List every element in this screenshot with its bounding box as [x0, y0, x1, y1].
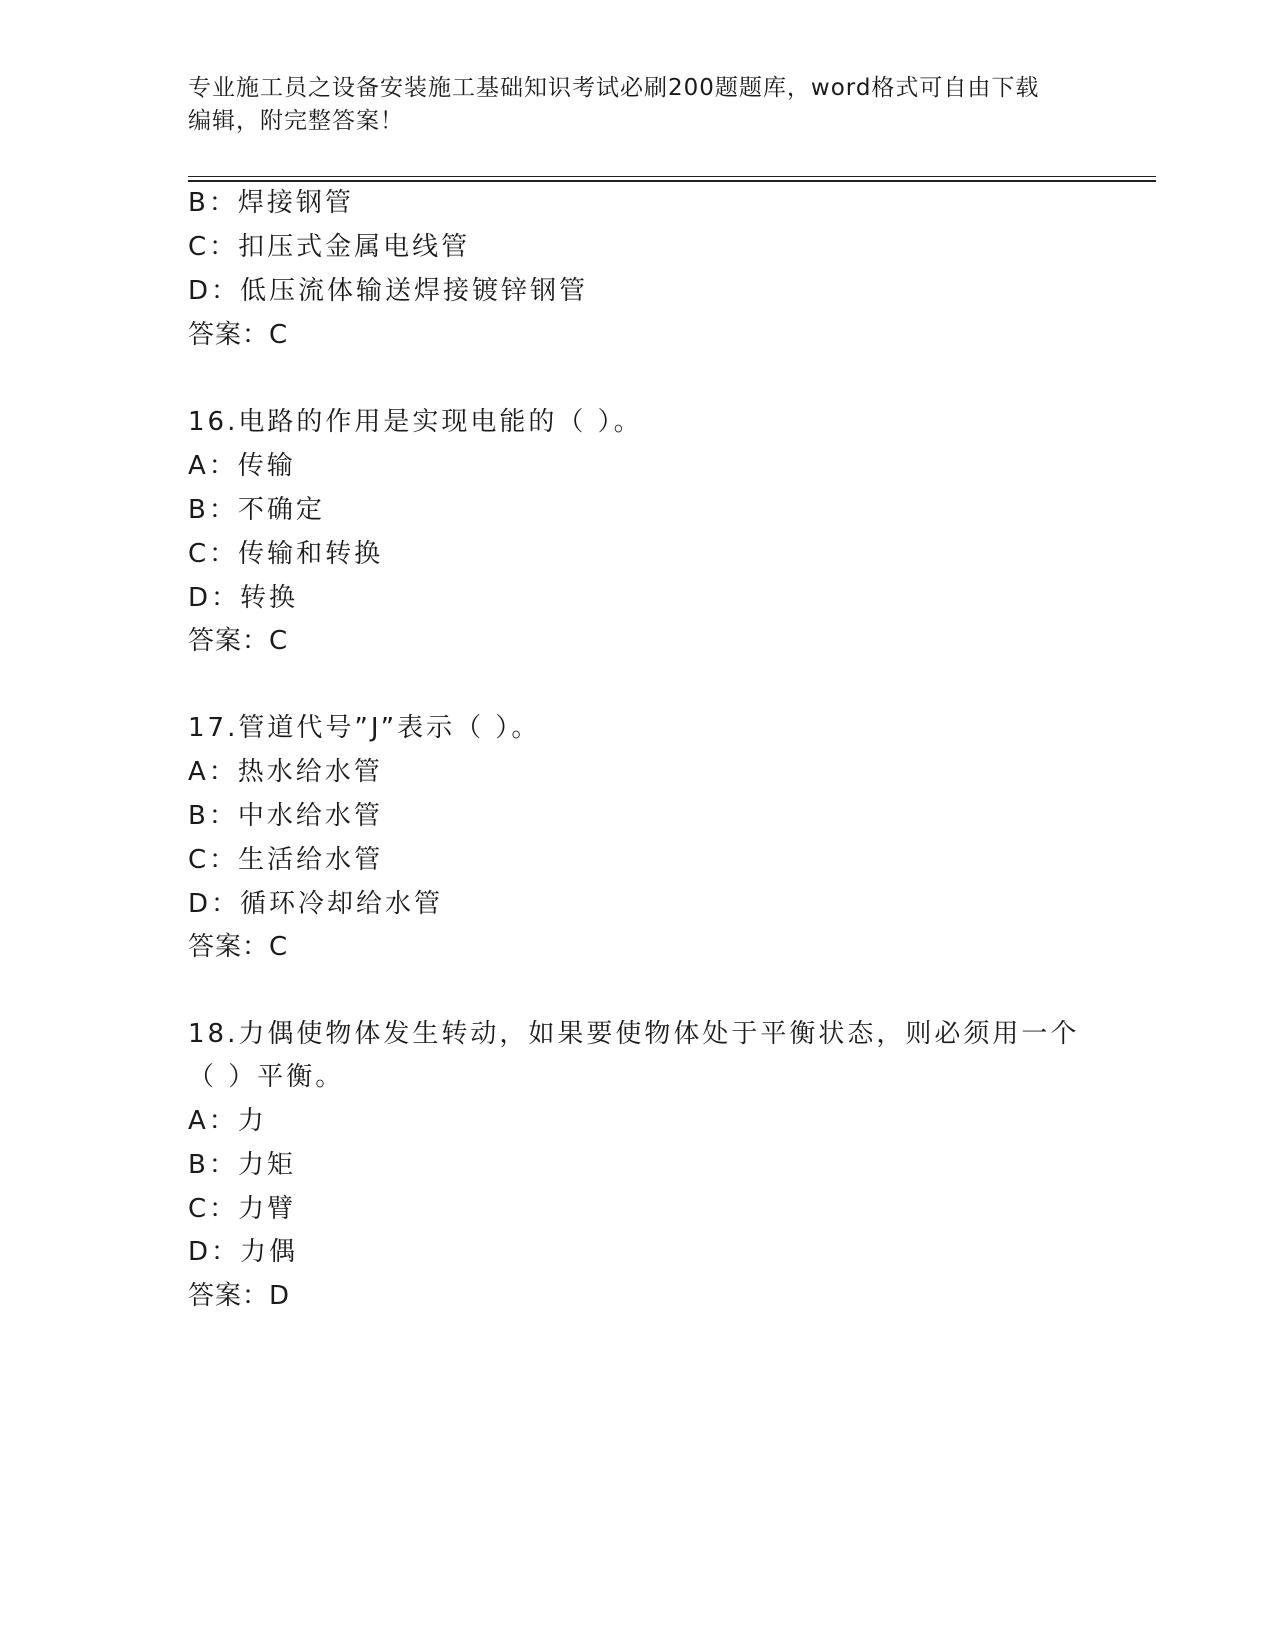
- q15-option-d: D：低压流体输送焊接镀锌钢管: [188, 276, 589, 306]
- q18-question-line-1: 18.力偶使物体发生转动，如果要使物体处于平衡状态，则必须用一个: [188, 1019, 1080, 1049]
- q18-option-c: C：力臂: [188, 1194, 297, 1224]
- q18-option-b: B：力矩: [188, 1150, 296, 1180]
- q18-option-d: D：力偶: [188, 1237, 299, 1267]
- q17-option-a: A：热水给水管: [188, 757, 383, 787]
- q16-question: 16.电路的作用是实现电能的（ ）。: [188, 407, 643, 437]
- q16-option-c: C：传输和转换: [188, 539, 384, 569]
- q16-option-b: B：不确定: [188, 495, 325, 525]
- header-divider-thin: [188, 176, 1156, 177]
- q16-answer: 答案：C: [188, 626, 289, 656]
- header-divider-thick: [188, 180, 1156, 182]
- header-title-line-1: 专业施工员之设备安装施工基础知识考试必刷200题题库，word格式可自由下载: [188, 75, 1040, 101]
- q17-option-d: D：循环冷却给水管: [188, 889, 444, 919]
- q15-option-b: B：焊接钢管: [188, 188, 354, 218]
- q18-question-line-2: （ ）平衡。: [188, 1062, 345, 1092]
- document-header: [188, 72, 1088, 138]
- q18-answer: 答案：D: [188, 1281, 291, 1311]
- q17-answer: 答案：C: [188, 932, 289, 962]
- q17-option-c: C：生活给水管: [188, 845, 384, 875]
- q17-question: 17.管道代号”J”表示（ ）。: [188, 713, 541, 743]
- q15-option-c: C：扣压式金属电线管: [188, 232, 471, 262]
- q15-answer: 答案：C: [188, 320, 289, 350]
- q16-option-a: A：传输: [188, 451, 296, 481]
- q16-option-d: D：转换: [188, 583, 299, 613]
- q18-option-a: A：力: [188, 1106, 267, 1136]
- header-title-line-2: 编辑，附完整答案！: [188, 108, 404, 134]
- q17-option-b: B：中水给水管: [188, 801, 383, 831]
